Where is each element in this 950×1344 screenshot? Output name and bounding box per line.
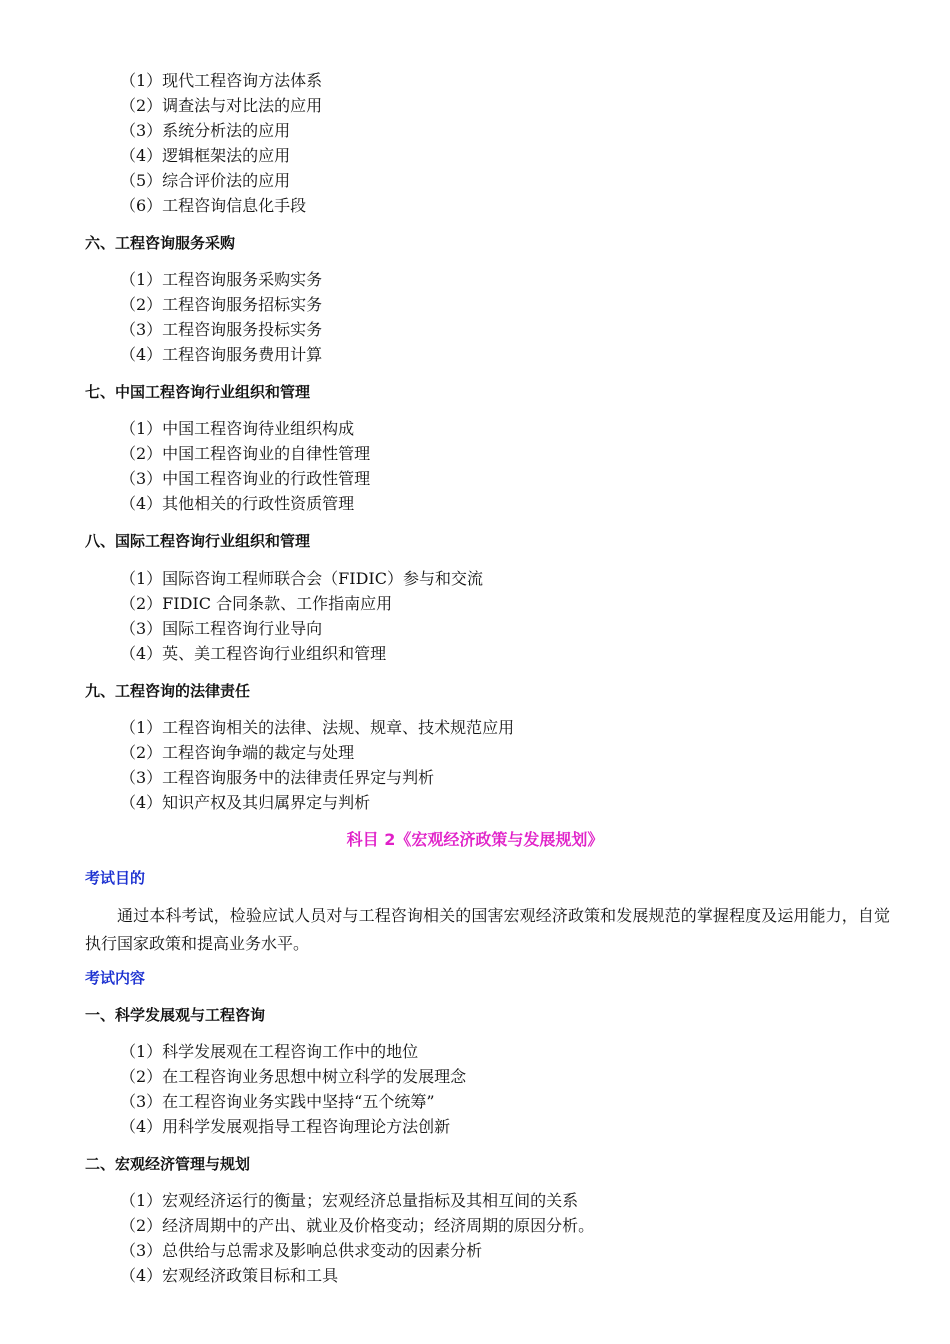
list-item: （4）宏观经济政策目标和工具 [120,1266,339,1285]
list-item: （5）综合评价法的应用 [120,171,291,190]
part2-list [120,1188,594,1288]
content-label: 考试内容 [85,969,146,987]
list-item: （1）宏观经济运行的衡量；宏观经济总量指标及其相互间的关系 [120,1191,579,1210]
subject-title: 科目 2《宏观经济政策与发展规划》 [346,830,604,849]
section8-heading: 八、国际工程咨询行业组织和管理 [85,532,311,550]
list-item: （4）英、美工程咨询行业组织和管理 [120,644,387,663]
list-item: （1）工程咨询相关的法律、法规、规章、技术规范应用 [120,718,515,737]
part1-heading: 一、科学发展观与工程咨询 [85,1006,266,1024]
list-item: （3）工程咨询服务中的法律责任界定与判析 [120,768,435,787]
list-item: （2）FIDIC 合同条款、工作指南应用 [120,594,393,613]
list-item: （1）科学发展观在工程咨询工作中的地位 [120,1042,419,1061]
list-item: （3）系统分析法的应用 [120,121,291,140]
section6-heading: 六、工程咨询服务采购 [85,234,236,252]
list-item: （4）逻辑框架法的应用 [120,146,291,165]
list-item: （4）用科学发展观指导工程咨询理论方法创新 [120,1117,451,1136]
list-item: （2）调查法与对比法的应用 [120,96,323,115]
section7-heading: 七、中国工程咨询行业组织和管理 [85,383,311,401]
list-item: （2）中国工程咨询业的自律性管理 [120,444,371,463]
list-item: （3）国际工程咨询行业导向 [120,619,323,638]
list-item: （4）知识产权及其归属界定与判析 [120,793,371,812]
section8-list [120,566,483,666]
list-item: （1）工程咨询服务采购实务 [120,270,323,289]
part1-list [120,1039,466,1139]
section6-list [120,267,322,367]
section7-list [120,416,370,516]
list-item: （3）工程咨询服务投标实务 [120,320,323,339]
list-item: （3）总供给与总需求及影响总供求变动的因素分析 [120,1241,483,1260]
list-item: （3）在工程咨询业务实践中坚持“五个统筹” [120,1092,435,1111]
purpose-label: 考试目的 [85,869,146,887]
purpose-paragraph: 通过本科考试，检验应试人员对与工程咨询相关的国害宏观经济政策和发展规范的掌握程度及运用能力，自觉执行国家政策和提高业务水平。 [85,906,890,953]
list-item: （2）工程咨询争端的裁定与处理 [120,743,355,762]
section9-list [120,715,514,815]
part2-heading: 二、宏观经济管理与规划 [85,1155,251,1173]
list-item: （2）工程咨询服务招标实务 [120,295,323,314]
section5-list [120,68,322,218]
list-item: （4）其他相关的行政性资质管理 [120,494,355,513]
list-item: （1）现代工程咨询方法体系 [120,71,323,90]
list-item: （1）中国工程咨询待业组织构成 [120,419,355,438]
list-item: （2）在工程咨询业务思想中树立科学的发展理念 [120,1067,467,1086]
section9-heading: 九、工程咨询的法律责任 [85,682,251,700]
list-item: （4）工程咨询服务费用计算 [120,345,323,364]
list-item: （3）中国工程咨询业的行政性管理 [120,469,371,488]
list-item: （6）工程咨询信息化手段 [120,196,307,215]
list-item: （2）经济周期中的产出、就业及价格变动；经济周期的原因分析。 [120,1216,595,1235]
list-item: （1）国际咨询工程师联合会（FIDIC）参与和交流 [120,569,483,588]
